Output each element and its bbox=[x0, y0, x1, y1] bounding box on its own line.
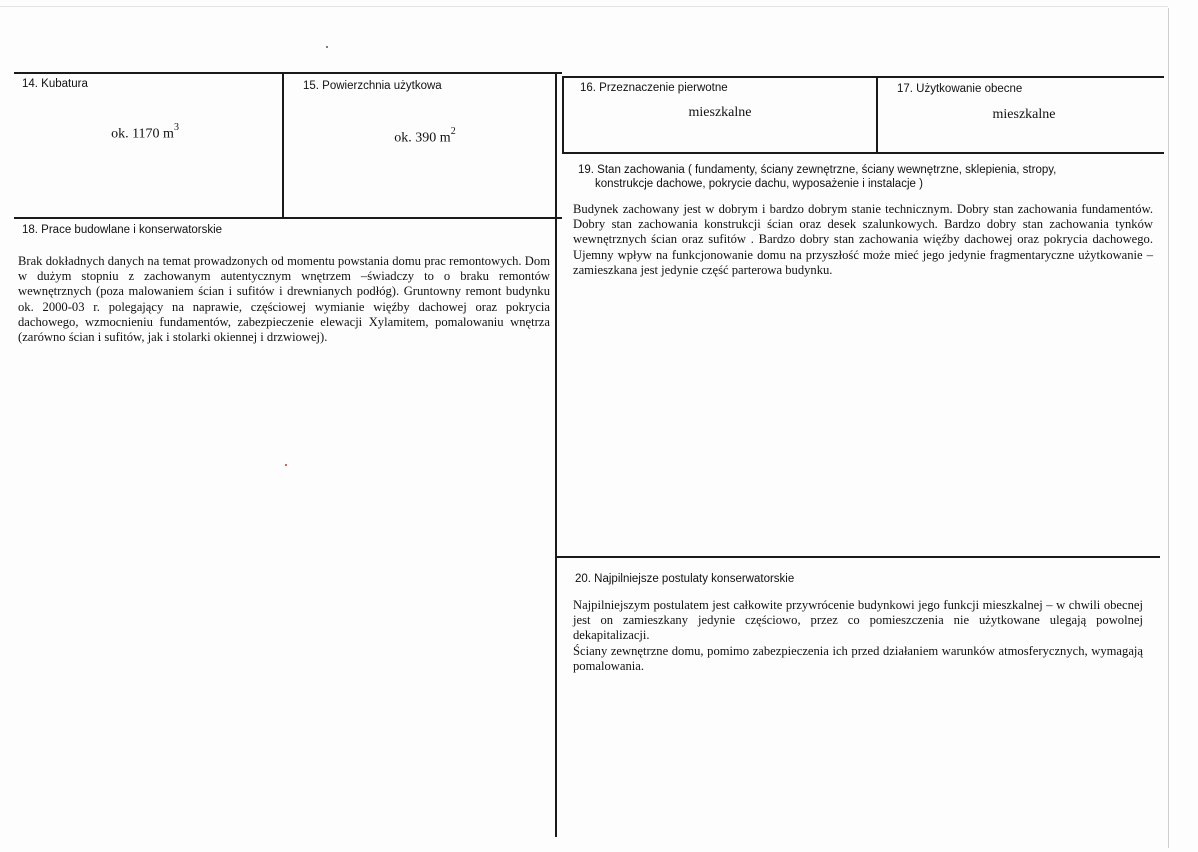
box16-value: mieszkalne bbox=[688, 105, 752, 120]
box15-value bbox=[340, 128, 510, 147]
rule-above-20 bbox=[556, 556, 1160, 558]
box14-label: 14. Kubatura bbox=[22, 78, 88, 90]
right-block-left-edge bbox=[562, 77, 564, 153]
box15-exponent: 2 bbox=[450, 126, 456, 137]
box20-paragraph-1: Najpilniejszym postulatem jest całkowite przywrócenie budynkowi jego funkcji mieszkalnej – w chwili obecnej jest on zamieszkany jedynie częściowo, przez co pomieszczenia nie użytkowane ulegają powolnej dekapitalizacji. bbox=[573, 598, 1143, 643]
box15-label: 15. Powierzchnia użytkowa bbox=[303, 80, 442, 92]
box19-paragraph: Budynek zachowany jest w dobrym i bardzo dobrym stanie technicznym. Dobry stan zachowania fundamentów. Dobry stan zachowania konstrukcji ścian oraz desek szalunkowych. Bardzo dobry stan zachowania tynków wewnętrznych ścian oraz sufitów . Bardzo dobry stan zachowania więźby dachowej oraz pokrycia dachowego. Ujemny wpływ na funkcjonowanie domu na przyszłość może mieć jego jedynie fragmentaryczne użytkowanie – zamieszkana jest jedynie część parterowa budynku. bbox=[573, 202, 1153, 277]
box14-unit: m bbox=[163, 126, 174, 142]
box16-label: 16. Przeznaczenie pierwotne bbox=[580, 82, 728, 94]
box19-text bbox=[573, 202, 1153, 278]
divider-14-15 bbox=[282, 73, 284, 218]
box18-label: 18. Prace budowlane i konserwatorskie bbox=[22, 224, 223, 236]
top-rule-left bbox=[14, 72, 562, 74]
divider-16-17 bbox=[876, 77, 878, 153]
box15-unit: m bbox=[439, 130, 451, 146]
box18-text bbox=[18, 254, 550, 345]
box19-label bbox=[578, 163, 1148, 191]
page-edge-top bbox=[0, 6, 1168, 7]
scan-speck-2 bbox=[285, 464, 287, 466]
box14-exponent: 3 bbox=[173, 122, 179, 133]
page-edge-right bbox=[1168, 8, 1169, 848]
rule-above-18 bbox=[14, 217, 562, 219]
box20-text bbox=[573, 598, 1143, 674]
box20-label: 20. Najpilniejsze postulaty konserwatorskie bbox=[575, 573, 795, 585]
box18-paragraph: Brak dokładnych danych na temat prowadzonych od momentu powstania domu prac remontowych. Dom w dużym stopniu z zachowanym autentycznym wnętrzem –świadczy to o braku remontów wewnętrznych (poza malowaniem ścian i sufitów i drewnianych podłóg). Gruntowny remont budynku ok. 2000-03 r. polegający na naprawie, częściowej wymianie więźby dachowej oraz pokrycia dachowego, wzmocnieniu fundamentów, zabezpieczenie elewacji Xylamitem, pomalowaniu wnętrza (zarówno ścian i sufitów, jak i stolarki okiennej i drzwiowej). bbox=[18, 254, 550, 345]
top-rule-right bbox=[562, 76, 1164, 78]
box14-amount: ok. 1170 bbox=[111, 126, 160, 142]
main-column-divider bbox=[555, 73, 557, 837]
rule-above-19 bbox=[562, 152, 1164, 154]
scan-speck-1 bbox=[326, 46, 328, 48]
box19-label-line1: 19. Stan zachowania ( fundamenty, ściany zewnętrzne, ściany wewnętrzne, sklepienia, stropy, bbox=[578, 164, 1057, 176]
box14-value bbox=[60, 124, 230, 143]
box17-value: mieszkalne bbox=[992, 107, 1056, 122]
box19-label-line2: konstrukcje dachowe, pokrycie dachu, wyposażenie i instalacje ) bbox=[595, 178, 923, 190]
box20-paragraph-2: Ściany zewnętrzne domu, pomimo zabezpieczenia ich przed działaniem warunków atmosferycznych, wymagają pomalowania. bbox=[573, 643, 1143, 673]
box15-amount: ok. 390 bbox=[394, 130, 437, 146]
box17-label: 17. Użytkowanie obecne bbox=[897, 83, 1023, 95]
